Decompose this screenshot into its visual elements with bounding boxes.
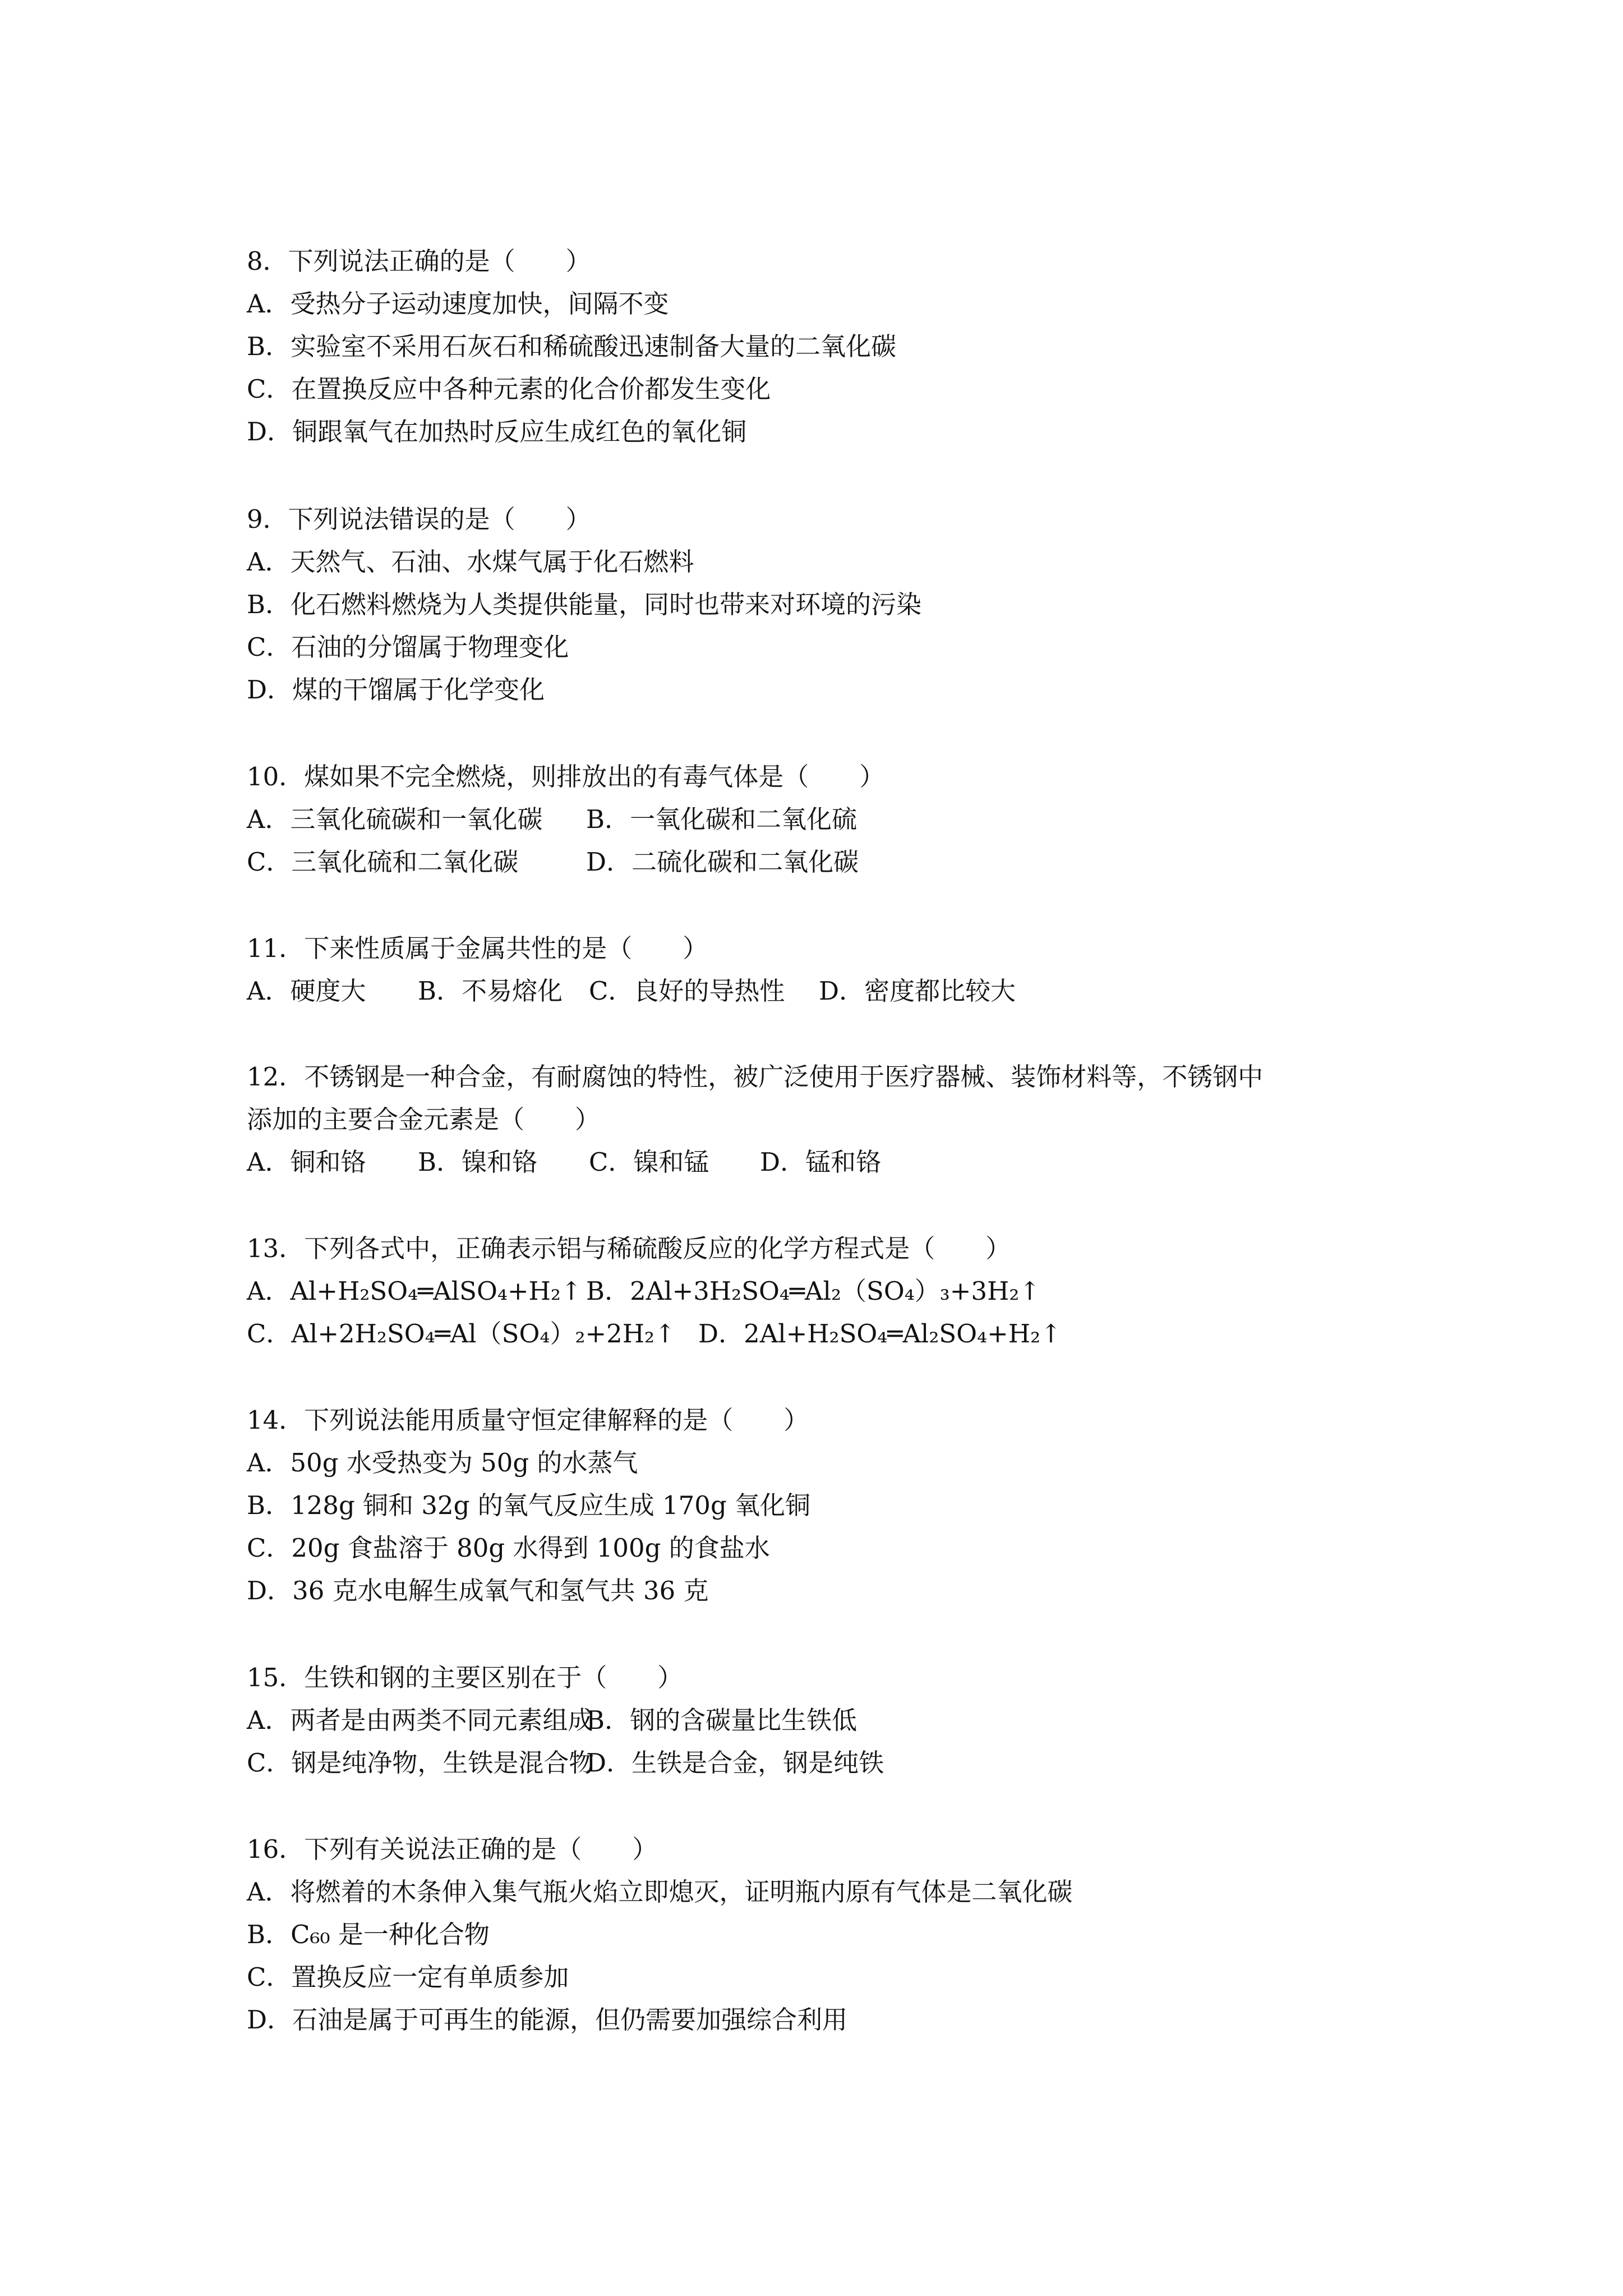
option-b: B．一氧化碳和二氧化硫 xyxy=(586,804,857,834)
option-row xyxy=(247,1141,1391,1184)
question-stem: 13．下列各式中，正确表示铝与稀硫酸反应的化学方程式是（ ） xyxy=(247,1234,1011,1263)
question-8 xyxy=(247,240,1391,453)
option-a: A．两者是由两类不同元素组成 xyxy=(247,1705,593,1735)
question-stem: 8．下列说法正确的是（ ） xyxy=(247,246,591,276)
option-d: D．铜跟氧气在加热时反应生成红色的氧化铜 xyxy=(247,417,747,447)
question-stem: 16．下列有关说法正确的是（ ） xyxy=(247,1834,658,1864)
option-b: B．C₆₀ 是一种化合物 xyxy=(247,1920,490,1949)
question-stem-continued: 添加的主要合金元素是（ ） xyxy=(247,1105,601,1134)
option-c: C．钢是纯净物，生铁是混合物 xyxy=(247,1748,594,1778)
option-b: B．镍和铬 xyxy=(418,1147,538,1177)
option-c: C．良好的导热性 xyxy=(589,976,785,1006)
question-9 xyxy=(247,498,1391,711)
option-d: D．煤的干馏属于化学变化 xyxy=(247,675,545,705)
option-d: D．36 克水电解生成氧气和氢气共 36 克 xyxy=(247,1576,709,1605)
option-c: C．Al+2H₂SO₄═Al（SO₄）₂+2H₂↑ xyxy=(247,1319,676,1349)
question-stem: 11．下来性质属于金属共性的是（ ） xyxy=(247,933,708,963)
option-a: A．铜和铬 xyxy=(247,1147,366,1177)
option-c: C．三氧化硫和二氧化碳 xyxy=(247,847,519,877)
option-row xyxy=(247,1270,1391,1313)
option-a: A．Al+H₂SO₄═AlSO₄+H₂↑ xyxy=(247,1276,582,1306)
option-c: C．置换反应一定有单质参加 xyxy=(247,1962,569,1992)
question-16 xyxy=(247,1828,1391,2041)
option-row xyxy=(247,1313,1391,1355)
option-d: D．密度都比较大 xyxy=(819,976,1016,1006)
question-14 xyxy=(247,1399,1391,1612)
option-b: B．化石燃料燃烧为人类提供能量，同时也带来对环境的污染 xyxy=(247,590,922,619)
option-a: A．天然气、石油、水煤气属于化石燃料 xyxy=(247,547,694,577)
option-b: B．钢的含碳量比生铁低 xyxy=(586,1705,857,1735)
option-d: D．生铁是合金，钢是纯铁 xyxy=(586,1748,884,1778)
question-11 xyxy=(247,927,1391,1013)
option-d: D．二硫化碳和二氧化碳 xyxy=(586,847,859,877)
question-13 xyxy=(247,1227,1391,1355)
option-row xyxy=(247,970,1391,1013)
option-d: D．石油是属于可再生的能源，但仍需要加强综合利用 xyxy=(247,2005,848,2035)
option-b: B．128g 铜和 32g 的氧气反应生成 170g 氧化铜 xyxy=(247,1490,811,1520)
option-row xyxy=(247,841,1391,884)
option-c: C．20g 食盐溶于 80g 水得到 100g 的食盐水 xyxy=(247,1533,770,1563)
option-c: C．在置换反应中各种元素的化合价都发生变化 xyxy=(247,374,771,404)
question-10 xyxy=(247,756,1391,884)
option-d: D．2Al+H₂SO₄═Al₂SO₄+H₂↑ xyxy=(698,1319,1062,1349)
question-12 xyxy=(247,1056,1391,1184)
option-b: B．实验室不采用石灰石和稀硫酸迅速制备大量的二氧化碳 xyxy=(247,332,897,361)
question-stem: 9．下列说法错误的是（ ） xyxy=(247,504,591,534)
option-row xyxy=(247,1699,1391,1742)
question-stem: 14．下列说法能用质量守恒定律解释的是（ ） xyxy=(247,1405,809,1435)
option-b: B．2Al+3H₂SO₄═Al₂（SO₄）₃+3H₂↑ xyxy=(586,1276,1041,1306)
option-c: C．镍和锰 xyxy=(589,1147,709,1177)
option-d: D．锰和铬 xyxy=(760,1147,882,1177)
option-a: A．受热分子运动速度加快，间隔不变 xyxy=(247,289,669,319)
question-stem: 10．煤如果不完全燃烧，则排放出的有毒气体是（ ） xyxy=(247,762,885,792)
question-stem: 12．不锈钢是一种合金，有耐腐蚀的特性，被广泛使用于医疗器械、装饰材料等，不锈钢中 xyxy=(247,1062,1264,1092)
option-a: A．硬度大 xyxy=(247,976,366,1006)
option-a: A．将燃着的木条伸入集气瓶火焰立即熄灭，证明瓶内原有气体是二氧化碳 xyxy=(247,1877,1073,1907)
option-row xyxy=(247,798,1391,841)
option-b: B．不易熔化 xyxy=(418,976,563,1006)
option-a: A．50g 水受热变为 50g 的水蒸气 xyxy=(247,1448,638,1478)
question-stem: 15．生铁和钢的主要区别在于（ ） xyxy=(247,1663,683,1692)
question-15 xyxy=(247,1657,1391,1784)
option-c: C．石油的分馏属于物理变化 xyxy=(247,632,569,662)
option-row xyxy=(247,1742,1391,1784)
option-a: A．三氧化硫碳和一氧化碳 xyxy=(247,804,543,834)
